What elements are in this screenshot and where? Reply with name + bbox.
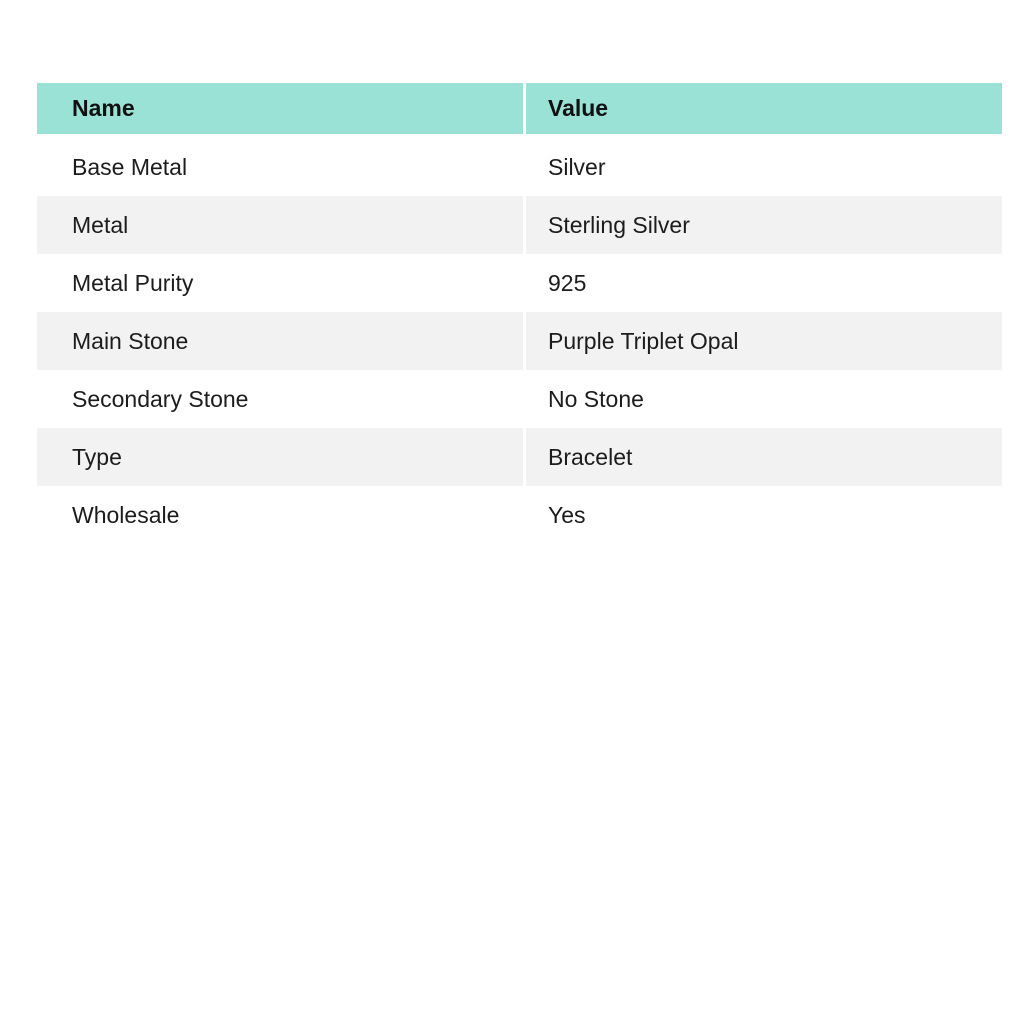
row-name-cell: Type — [72, 443, 122, 470]
row-name-cell: Base Metal — [72, 153, 188, 180]
table-row — [37, 486, 1002, 544]
product-spec-table — [37, 83, 1002, 544]
row-name-cell: Main Stone — [72, 327, 189, 354]
row-name-cell: Metal — [72, 211, 129, 238]
row-name-cell: Wholesale — [72, 501, 180, 528]
row-name-cell: Metal Purity — [72, 269, 194, 296]
row-value-cell: 925 — [523, 254, 1002, 312]
table-row — [37, 196, 1002, 254]
table-row — [37, 428, 1002, 486]
row-value-cell: Yes — [523, 486, 1002, 544]
row-value-cell: Sterling Silver — [523, 196, 1002, 254]
row-value-cell: Purple Triplet Opal — [523, 312, 1002, 370]
row-value-cell: Bracelet — [523, 428, 1002, 486]
table-row — [37, 312, 1002, 370]
row-value-cell: No Stone — [523, 370, 1002, 428]
table-header-row — [37, 83, 1002, 134]
column-header-name: Name — [72, 95, 135, 121]
table-row — [37, 370, 1002, 428]
table-row — [37, 254, 1002, 312]
row-name-cell: Secondary Stone — [72, 385, 249, 412]
row-value-cell: Silver — [523, 138, 1002, 196]
table-row — [37, 138, 1002, 196]
column-header-value: Value — [523, 83, 1002, 134]
